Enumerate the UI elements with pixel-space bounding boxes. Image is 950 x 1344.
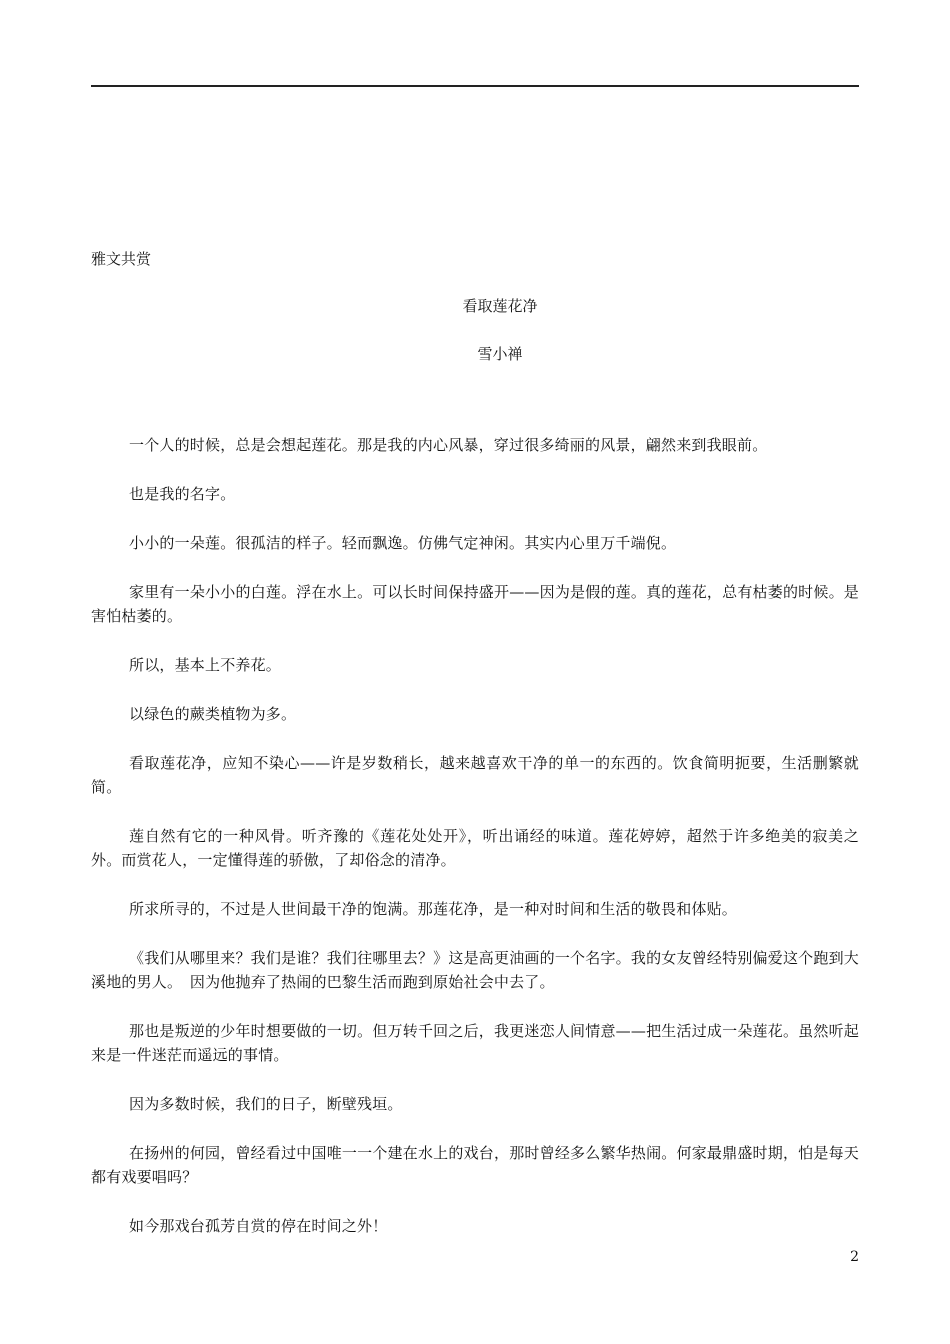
paragraph: 也是我的名字。 [129,485,236,503]
paragraph: 那也是叛逆的少年时想要做的一切。但万转千回之后，我更迷恋人间情意——把生活过成一朵莲花。虽然听起来是一件迷茫而遥远的事情。 [91,1022,859,1064]
paragraph: 所以，基本上不养花。 [129,656,282,674]
paragraph: 所求所寻的，不过是人世间最干净的饱满。那莲花净，是一种对时间和生活的敬畏和体贴。 [129,900,738,918]
paragraph: 以绿色的蕨类植物为多。 [129,705,297,723]
paragraph: 看取莲花净，应知不染心——许是岁数稍长，越来越喜欢干净的单一的东西的。饮食简明扼要，生活删繁就简。 [91,754,859,796]
article-author: 雪小禅 [477,345,523,363]
paragraph: 莲自然有它的一种风骨。听齐豫的《莲花处处开》，听出诵经的味道。莲花婷婷，超然于许多绝美的寂美之外。而赏花人，一定懂得莲的骄傲，了却俗念的清净。 [91,827,859,869]
paragraph: 因为多数时候，我们的日子，断壁残垣。 [129,1095,403,1113]
paragraph: 一个人的时候，总是会想起莲花。那是我的内心风暴，穿过很多绮丽的风景，翩然来到我眼前。 [129,436,768,454]
page-number: 2 [850,1249,859,1265]
header-rule [91,85,859,87]
paragraph: 小小的一朵莲。很孤洁的样子。轻而飘逸。仿佛气定神闲。其实内心里万千端倪。 [129,534,677,552]
section-label: 雅文共赏 [91,250,152,268]
paragraph: 《我们从哪里来？我们是谁？我们往哪里去？》这是高更油画的一个名字。我的女友曾经特别偏爱这个跑到大溪地的男人。 因为他抛弃了热闹的巴黎生活而跑到原始社会中去了。 [91,949,859,991]
paragraph: 在扬州的何园，曾经看过中国唯一一个建在水上的戏台，那时曾经多么繁华热闹。何家最鼎盛时期，怕是每天都有戏要唱吗？ [91,1144,859,1186]
article-title: 看取莲花净 [462,297,538,315]
article-body [91,433,859,1263]
paragraph: 家里有一朵小小的白莲。浮在水上。可以长时间保持盛开——因为是假的莲。真的莲花，总有枯萎的时候。是害怕枯萎的。 [91,583,859,625]
paragraph: 如今那戏台孤芳自赏的停在时间之外！ [129,1217,388,1235]
